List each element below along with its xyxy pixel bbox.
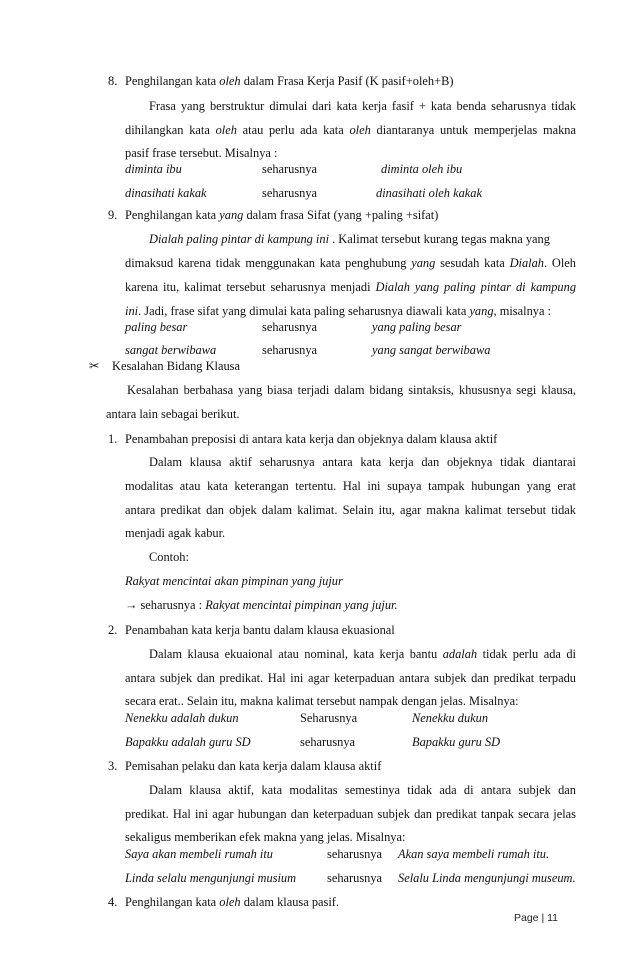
k1-paragraph-line: antara predikat dan objek dalam kalimat. Selain itu, agar makna kalimat tersebut tidak <box>125 503 576 517</box>
item-9-heading <box>125 207 438 223</box>
text-run: diantaranya untuk memperjelas makna <box>370 123 576 137</box>
example-mid: seharusnya <box>300 735 356 749</box>
k2-paragraph-line: antara subjek dan predikat. Hal ini agar keterpaduan antara subjek dan predikat terpadu <box>125 671 576 685</box>
text-run: tidak perlu ada di <box>477 647 576 661</box>
k4-heading <box>125 894 339 910</box>
heading-emphasis: oleh <box>219 74 241 88</box>
arrow-right-icon: → <box>125 598 138 612</box>
example-left: Bapakku adalah guru SD <box>125 735 251 749</box>
example-right: yang paling besar <box>372 320 462 334</box>
example-right: Selalu Linda mengunjungi museum. <box>398 871 576 885</box>
example-mid: seharusnya <box>327 847 383 861</box>
k2-paragraph-line: secara erat.. Selain itu, makna kalimat tersebut nampak dengan jelas. Misalnya: <box>125 694 519 708</box>
k1-paragraph-line: Dalam klausa aktif seharusnya antara kata kerja dan objeknya tidak diantarai <box>149 455 576 469</box>
section-bullet-icon: ✂ <box>89 359 100 373</box>
k3-paragraph-line: sekaligus memberikan efek makna yang jelas. Misalnya: <box>125 830 406 844</box>
text-run: . Oleh <box>544 256 576 270</box>
example-left: Linda selalu mengunjungi musium <box>125 871 297 885</box>
example-mid: Seharusnya <box>300 711 358 725</box>
item-9-paragraph-line <box>149 231 550 247</box>
text-emphasis: oleh <box>215 123 237 137</box>
example-right: dinasihati oleh kakak <box>376 186 482 200</box>
heading-text: dalam Frasa Kerja Pasif (K pasif+oleh+B) <box>240 74 454 88</box>
heading-text: dalam frasa Sifat (yang +paling +sifat) <box>243 208 439 222</box>
example-left: paling besar <box>125 320 188 334</box>
heading-emphasis: oleh <box>219 895 241 909</box>
k1-example: Rakyat mencintai akan pimpinan yang jujur <box>125 574 343 588</box>
text-emphasis: yang <box>411 256 436 270</box>
text-emphasis: ini <box>125 304 139 318</box>
item-9-number: 9. <box>108 208 118 222</box>
text-run: atau perlu ada kata <box>236 123 350 137</box>
item-9-paragraph-line <box>125 255 576 271</box>
k1-paragraph-line: modalitas atau kata keterangan tertentu. Hal ini supaya tampak hubungan yang erat <box>125 479 576 493</box>
item-9-paragraph-line <box>125 303 551 319</box>
example-right: Bapakku guru SD <box>412 735 501 749</box>
text-emphasis: Dialah paling pintar di kampung ini <box>149 232 330 246</box>
item-8-heading <box>125 73 453 89</box>
example-left: dinasihati kakak <box>125 186 207 200</box>
k3-heading: Pemisahan pelaku dan kata kerja dalam klausa aktif <box>125 759 382 773</box>
k2-heading: Penambahan kata kerja bantu dalam klausa ekuasional <box>125 623 395 637</box>
example-mid: seharusnya <box>262 186 318 200</box>
text-run: . Kalimat tersebut kurang tegas makna yang <box>329 232 550 246</box>
k1-paragraph-line: menjadi agak kabur. <box>125 526 226 540</box>
k1-contoh-label: Contoh: <box>149 550 189 564</box>
k1-heading: Penambahan preposisi di antara kata kerja dan objeknya dalam klausa aktif <box>125 432 498 446</box>
section-intro-line: Kesalahan berbahasa yang biasa terjadi dalam bidang sintaksis, khususnya segi klausa, <box>127 383 576 397</box>
k4-number: 4. <box>108 895 118 909</box>
text-run: karena itu, kalimat tersebut seharusnya menjadi <box>125 280 376 294</box>
k1-example <box>125 597 398 613</box>
text-emphasis: yang <box>469 304 494 318</box>
page-number-footer: Page | 11 <box>514 912 558 924</box>
example-mid: seharusnya <box>327 871 383 885</box>
example-mid: seharusnya <box>262 320 318 334</box>
k3-number: 3. <box>108 759 118 773</box>
text-emphasis: Dialah <box>509 256 544 270</box>
text-run: , misalnya : <box>493 304 552 318</box>
text-emphasis: adalah <box>442 647 478 661</box>
item-8-paragraph-line: Frasa yang berstruktur dimulai dari kata kerja fasif + kata benda seharusnya tidak <box>149 99 576 113</box>
k3-paragraph-line: Dalam klausa aktif, kata modalitas semestinya tidak ada di antara subjek dan <box>149 783 576 797</box>
k2-paragraph-line <box>149 646 576 662</box>
example-right: Nenekku dukun <box>412 711 489 725</box>
item-8-paragraph-line: pasif frase tersebut. Misalnya : <box>125 146 278 160</box>
example-left: sangat berwibawa <box>125 343 217 357</box>
example-right: Akan saya membeli rumah itu. <box>398 847 550 861</box>
example-left: Saya akan membeli rumah itu <box>125 847 273 861</box>
text-run: . Jadi, frase sifat yang dimulai kata paling seharusnya diawali kata <box>138 304 470 318</box>
section-intro-line: antara lain sebagai berikut. <box>106 407 240 421</box>
example-mid: seharusnya <box>262 162 318 176</box>
k1-number: 1. <box>108 432 118 446</box>
k2-number: 2. <box>108 623 118 637</box>
item-9-paragraph-line <box>125 279 576 295</box>
example-right: diminta oleh ibu <box>381 162 463 176</box>
text-run: dihilangkan kata <box>125 123 216 137</box>
text-run: seharusnya : <box>137 598 206 612</box>
text-emphasis: Rakyat mencintai pimpinan yang jujur. <box>205 598 398 612</box>
example-right: yang sangat berwibawa <box>372 343 491 357</box>
text-run: dimaksud karena tidak menggunakan kata penghubung <box>125 256 412 270</box>
heading-emphasis: yang <box>219 208 244 222</box>
heading-text: Penghilangan kata <box>125 208 220 222</box>
text-run: sesudah kata <box>435 256 510 270</box>
text-emphasis: oleh <box>349 123 371 137</box>
section-title: Kesalahan Bidang Klausa <box>112 359 240 373</box>
item-number: 8. <box>108 74 118 88</box>
heading-text: Penghilangan kata <box>125 895 220 909</box>
item-8-paragraph-line <box>125 122 576 138</box>
text-emphasis: Dialah yang paling pintar di kampung <box>375 280 576 294</box>
item-8-number <box>108 73 117 89</box>
example-left: Nenekku adalah dukun <box>125 711 239 725</box>
example-left: diminta ibu <box>125 162 182 176</box>
heading-text: Penghilangan kata <box>125 74 220 88</box>
k3-paragraph-line: predikat. Hal ini agar hubungan dan keterpaduan subjek dan predikat tanpak secara jelas <box>125 807 576 821</box>
example-mid: seharusnya <box>262 343 318 357</box>
heading-text: dalam klausa pasif. <box>240 895 340 909</box>
text-run: Dalam klausa ekuaional atau nominal, kata kerja bantu <box>149 647 443 661</box>
